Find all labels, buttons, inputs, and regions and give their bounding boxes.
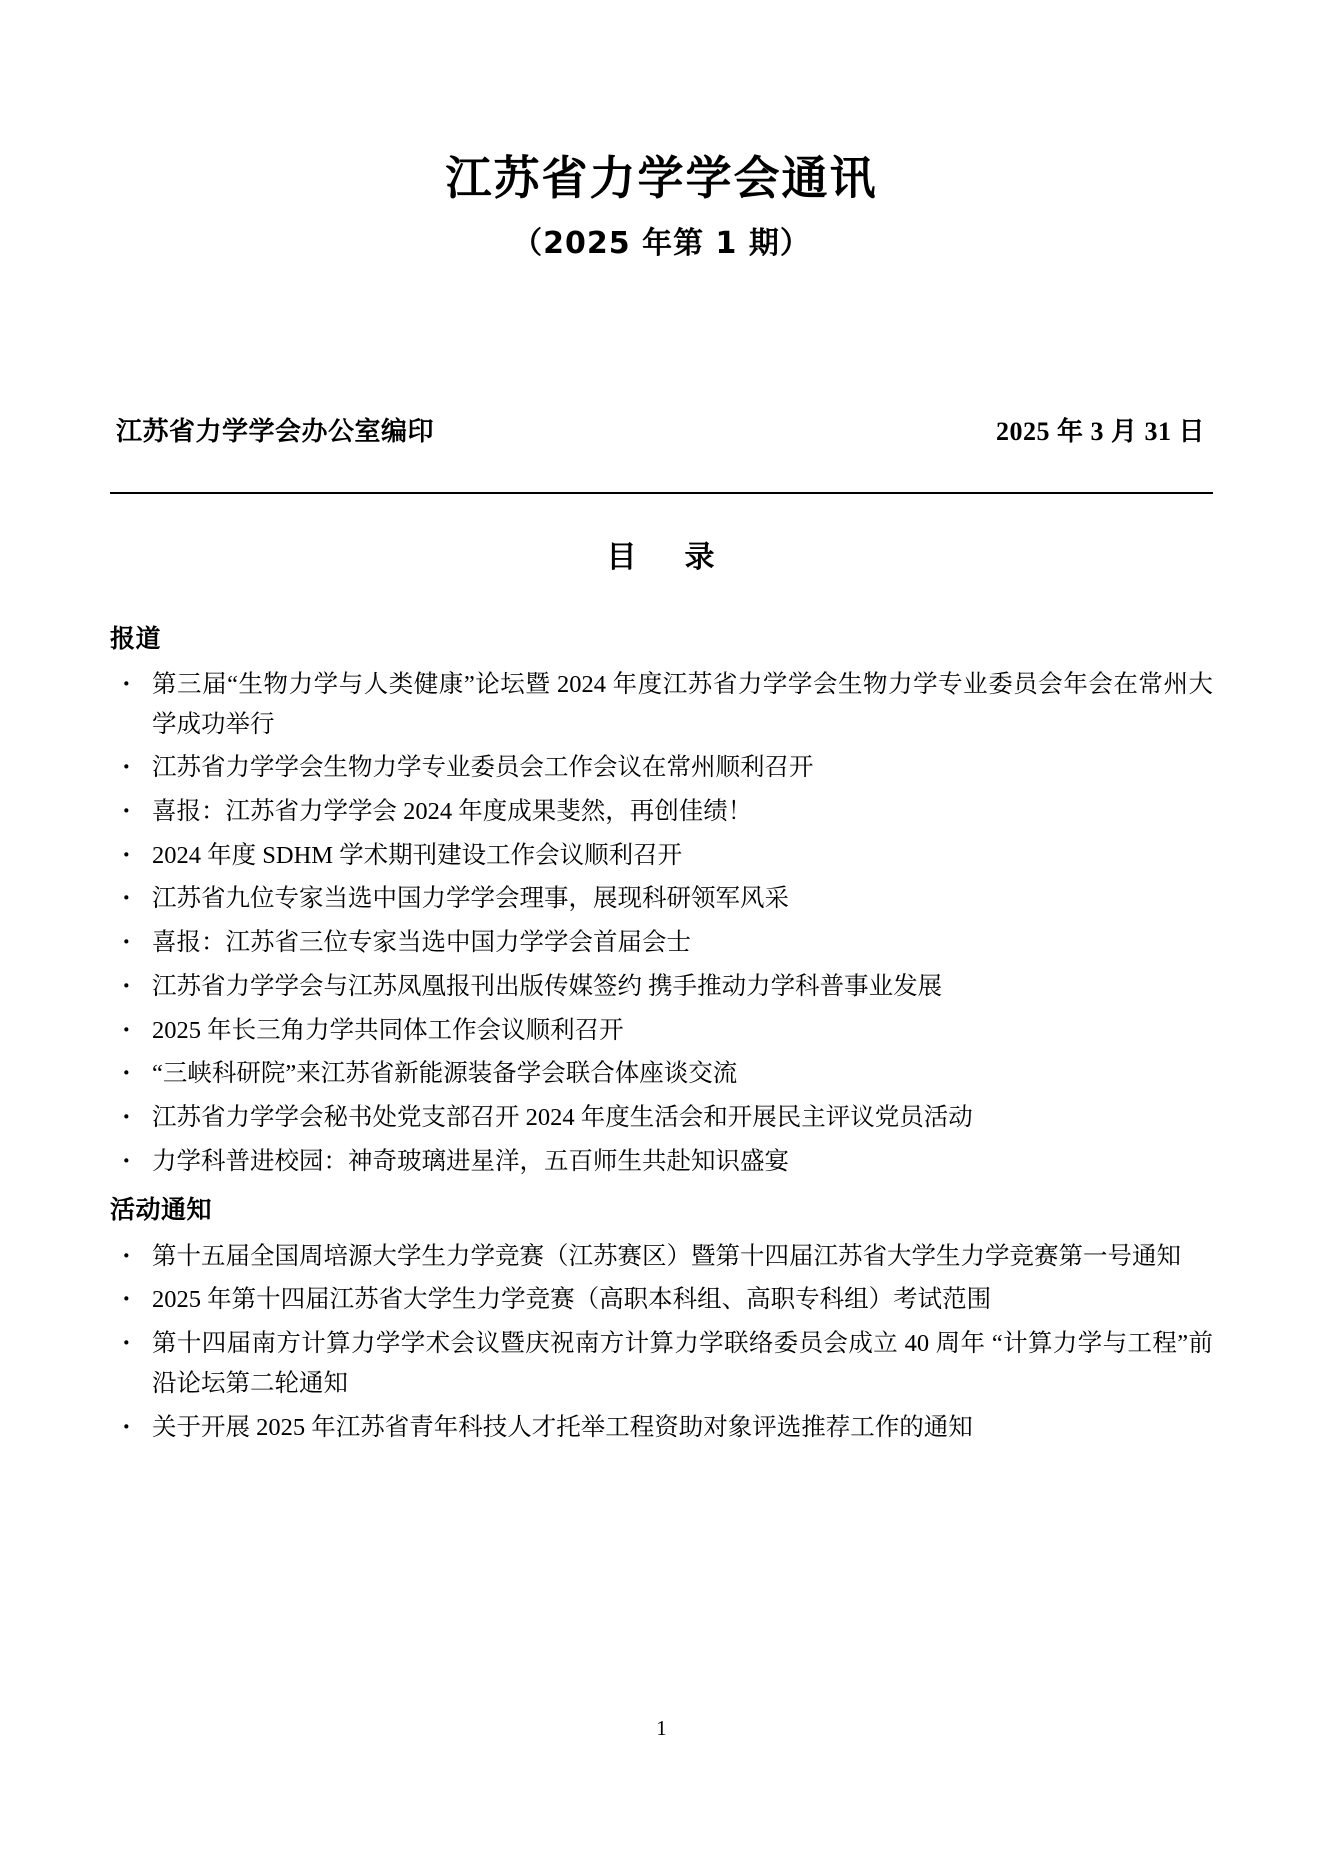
list-item[interactable]: · 江苏省力学学会秘书处党支部召开 2024 年度生活会和开展民主评议党员活动 [110, 1098, 1213, 1138]
list-item[interactable]: · 2024 年度 SDHM 学术期刊建设工作会议顺利召开 [110, 836, 1213, 876]
list-item[interactable]: · 江苏省九位专家当选中国力学学会理事，展现科研领军风采 [110, 879, 1213, 919]
toc-heading-char-2: 录 [684, 539, 717, 575]
toc-heading-char-1: 目 [606, 539, 639, 575]
page-number: 1 [656, 1716, 667, 1740]
list-item[interactable]: · 喜报：江苏省三位专家当选中国力学学会首届会士 [110, 923, 1213, 963]
toc-section-reports [110, 620, 1213, 1182]
table-of-contents-heading [110, 532, 1213, 576]
list-item[interactable]: · 2025 年第十四届江苏省大学生力学竞赛（高职本科组、高职专科组）考试范围 [110, 1280, 1213, 1320]
list-item[interactable]: · “三峡科研院”来江苏省新能源装备学会联合体座谈交流 [110, 1054, 1213, 1094]
list-item[interactable]: · 江苏省力学学会与江苏凤凰报刊出版传媒签约 携手推动力学科普事业发展 [110, 967, 1213, 1007]
masthead [110, 0, 1213, 263]
list-item[interactable]: · 力学科普进校园：神奇玻璃进星洋，五百师生共赴知识盛宴 [110, 1142, 1213, 1182]
imprint-row [110, 411, 1213, 448]
toc-section-activity-notices [110, 1191, 1213, 1447]
document-issue-subtitle: （2025 年第 1 期） [512, 225, 811, 261]
list-item[interactable]: · 喜报：江苏省力学学会 2024 年度成果斐然，再创佳绩！ [110, 792, 1213, 832]
publication-date: 2025 年 3 月 31 日 [995, 416, 1205, 446]
list-item[interactable]: · 2025 年长三角力学共同体工作会议顺利召开 [110, 1011, 1213, 1051]
list-item[interactable]: · 第十四届南方计算力学学术会议暨庆祝南方计算力学联络委员会成立 40 周年 “计算力学与工程”前沿论坛第二轮通知 [110, 1324, 1213, 1403]
list-item[interactable]: · 江苏省力学学会生物力学专业委员会工作会议在常州顺利召开 [110, 748, 1213, 788]
section-title: 活动通知 [110, 1195, 213, 1225]
list-item[interactable]: · 关于开展 2025 年江苏省青年科技人才托举工程资助对象评选推荐工作的通知 [110, 1408, 1213, 1448]
header-divider [110, 492, 1213, 494]
list-item[interactable]: · 第十五届全国周培源大学生力学竞赛（江苏赛区）暨第十四届江苏省大学生力学竞赛第一号通知 [110, 1237, 1213, 1277]
toc-list-activity-notices [110, 1237, 1213, 1447]
publisher-label: 江苏省力学学会办公室编印 [116, 416, 435, 447]
document-title: 江苏省力学学会通讯 [445, 151, 878, 205]
toc-list-reports [110, 665, 1213, 1181]
table-of-contents [110, 620, 1213, 1448]
list-item[interactable]: · 第三届“生物力学与人类健康”论坛暨 2024 年度江苏省力学学会生物力学专业委员会年会在常州大学成功举行 [110, 665, 1213, 744]
section-title: 报道 [110, 623, 162, 653]
